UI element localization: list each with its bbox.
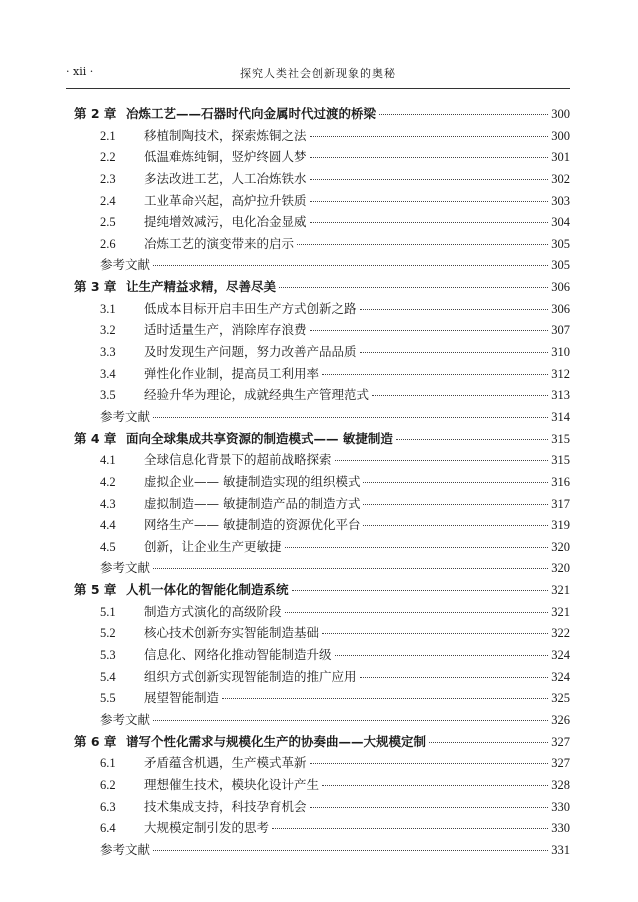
toc-section-entry xyxy=(74,494,570,516)
toc-entry-page: 321 xyxy=(551,604,570,619)
toc-entry-title: 全球信息化背景下的超前战略探索 xyxy=(144,452,332,468)
dot-leader xyxy=(153,720,548,721)
toc-references-entry xyxy=(74,840,570,862)
toc-section-entry xyxy=(74,212,570,234)
page-header xyxy=(66,62,570,84)
toc-entry-page: 324 xyxy=(551,669,570,684)
toc-entry-title: 展望智能制造 xyxy=(144,690,220,706)
toc-entry-number: 3.4 xyxy=(100,366,116,381)
toc-entry-page: 313 xyxy=(551,388,570,403)
dot-leader xyxy=(322,785,548,786)
dot-leader xyxy=(429,742,548,743)
toc-entry-number: 3.2 xyxy=(100,323,116,338)
dot-leader xyxy=(222,698,548,699)
toc-entry-page: 301 xyxy=(551,150,570,165)
toc-entry-number: 5.2 xyxy=(100,626,116,641)
toc-entry-title: 多法改进工艺，人工冶炼铁水 xyxy=(144,170,307,186)
toc-section-entry xyxy=(74,320,570,342)
toc-entry-number: 4.3 xyxy=(100,496,116,511)
toc-entry-number: 第 3 章 xyxy=(74,279,117,295)
toc-entry-title: 虚拟企业—— 敏捷制造实现的组织模式 xyxy=(144,473,361,489)
dot-leader xyxy=(310,222,549,223)
toc-chapter-entry xyxy=(74,732,570,754)
toc-entry-number: 3.3 xyxy=(100,345,116,360)
toc-entry-title: 参考文献 xyxy=(100,408,151,424)
toc-entry-title: 信息化、网络化推动智能制造升级 xyxy=(144,647,332,663)
toc-references-entry xyxy=(74,407,570,429)
toc-entry-number: 4.1 xyxy=(100,453,116,468)
dot-leader xyxy=(322,374,548,375)
toc-entry-number: 第 6 章 xyxy=(74,733,117,749)
toc-entry-title: 参考文献 xyxy=(100,841,151,857)
toc-entry-number: 5.3 xyxy=(100,648,116,663)
toc-section-entry xyxy=(74,602,570,624)
dot-leader xyxy=(310,157,549,158)
toc-entry-page: 300 xyxy=(551,128,570,143)
dot-leader xyxy=(153,850,548,851)
toc-entry-title: 低温难炼纯铜，竖炉终圆人梦 xyxy=(144,149,307,165)
toc-entry-page: 320 xyxy=(551,561,570,576)
toc-entry-title: 网络生产—— 敏捷制造的资源优化平台 xyxy=(144,517,361,533)
dot-leader xyxy=(310,136,549,137)
toc-entry-title: 冶炼工艺——石器时代向金属时代过渡的桥梁 xyxy=(126,106,377,121)
toc-entry-number: 第 4 章 xyxy=(74,430,117,446)
toc-entry-title: 适时适量生产，消除库存浪费 xyxy=(144,322,307,338)
toc-entry-title: 组织方式创新实现智能制造的推广应用 xyxy=(144,668,357,684)
running-title: 探究人类社会创新现象的奥秘 xyxy=(240,67,396,80)
toc-entry-title: 大规模定制引发的思考 xyxy=(144,820,270,836)
toc-entry-number: 2.3 xyxy=(100,171,116,186)
dot-leader xyxy=(363,482,548,483)
toc-chapter-entry xyxy=(74,580,570,602)
toc-section-entry xyxy=(74,753,570,775)
dot-leader xyxy=(272,828,548,829)
toc-entry-title: 技术集成支持，科技孕育机会 xyxy=(144,798,307,814)
dot-leader xyxy=(360,677,549,678)
toc-section-entry xyxy=(74,645,570,667)
toc-entry-title: 弹性化作业制，提高员工利用率 xyxy=(144,365,320,381)
toc-entry-page: 330 xyxy=(551,821,570,836)
toc-entry-page: 315 xyxy=(551,431,570,446)
toc-section-entry xyxy=(74,126,570,148)
toc-entry-number: 第 5 章 xyxy=(74,582,117,598)
toc-references-entry xyxy=(74,710,570,732)
toc-section-entry xyxy=(74,537,570,559)
toc-section-entry xyxy=(74,169,570,191)
toc-entry-number: 2.6 xyxy=(100,236,116,251)
toc-entry-title: 创新，让企业生产更敏捷 xyxy=(144,538,282,554)
toc-entry-number: 6.1 xyxy=(100,756,116,771)
toc-entry-page: 319 xyxy=(551,518,570,533)
toc-entry-page: 314 xyxy=(551,409,570,424)
toc-entry-number: 2.4 xyxy=(100,193,116,208)
toc-entry-title: 核心技术创新夯实智能制造基础 xyxy=(144,625,320,641)
toc-entry-title: 参考文献 xyxy=(100,711,151,727)
toc-entry-number: 4.5 xyxy=(100,539,116,554)
toc-entry-page: 303 xyxy=(551,193,570,208)
toc-entry-page: 307 xyxy=(551,323,570,338)
toc-entry-title: 提纯增效减污，电化冶金显威 xyxy=(144,214,307,230)
toc-chapter-entry xyxy=(74,277,570,299)
toc-chapter-entry xyxy=(74,104,570,126)
header-rule xyxy=(66,88,570,89)
toc-entry-number: 4.2 xyxy=(100,474,116,489)
toc-entry-title: 低成本目标开启丰田生产方式创新之路 xyxy=(144,300,357,316)
toc-section-entry xyxy=(74,818,570,840)
toc-references-entry xyxy=(74,255,570,277)
toc-entry-page: 320 xyxy=(551,539,570,554)
toc-entry-number: 6.3 xyxy=(100,799,116,814)
toc-entry-page: 322 xyxy=(551,626,570,641)
toc-entry-title: 人机一体化的智能化制造系统 xyxy=(126,582,289,598)
toc-entry-number: 5.4 xyxy=(100,669,116,684)
toc-entry-page: 310 xyxy=(551,345,570,360)
toc-entry-title: 移植制陶技术，探索炼铜之法 xyxy=(144,127,307,143)
toc-section-entry xyxy=(74,299,570,321)
toc-entry-page: 327 xyxy=(551,756,570,771)
toc-entry-page: 316 xyxy=(551,474,570,489)
toc-entry-page: 300 xyxy=(551,107,570,121)
toc-section-entry xyxy=(74,147,570,169)
dot-leader xyxy=(360,352,549,353)
toc-entry-page: 304 xyxy=(551,215,570,230)
toc-entry-page: 327 xyxy=(551,734,570,749)
dot-leader xyxy=(335,655,549,656)
toc-entry-title: 矛盾蕴含机遇，生产模式革新 xyxy=(144,755,307,771)
toc-entry-title: 参考文献 xyxy=(100,560,151,576)
toc-entry-title: 虚拟制造—— 敏捷制造产品的制造方式 xyxy=(144,495,361,511)
dot-leader xyxy=(322,633,548,634)
toc-entry-number: 6.4 xyxy=(100,821,116,836)
toc-entry-number: 4.4 xyxy=(100,518,116,533)
toc-entry-page: 306 xyxy=(551,301,570,316)
page-number: · xii · xyxy=(66,65,94,78)
dot-leader xyxy=(363,525,548,526)
toc-entry-number: 2.5 xyxy=(100,215,116,230)
toc-entry-page: 317 xyxy=(551,496,570,511)
dot-leader xyxy=(297,244,548,245)
dot-leader xyxy=(379,114,548,115)
dot-leader xyxy=(335,460,549,461)
dot-leader xyxy=(310,179,549,180)
toc-entry-title: 参考文献 xyxy=(100,257,151,273)
toc-section-entry xyxy=(74,688,570,710)
toc-entry-page: 326 xyxy=(551,712,570,727)
dot-leader xyxy=(153,265,548,266)
dot-leader xyxy=(310,807,549,808)
toc-section-entry xyxy=(74,623,570,645)
toc-section-entry xyxy=(74,472,570,494)
toc-entry-number: 5.1 xyxy=(100,604,116,619)
toc-entry-page: 305 xyxy=(551,236,570,251)
toc-entry-page: 305 xyxy=(551,258,570,273)
toc-entry-page: 315 xyxy=(551,453,570,468)
toc-entry-page: 302 xyxy=(551,171,570,186)
toc-section-entry xyxy=(74,450,570,472)
toc-entry-page: 312 xyxy=(551,366,570,381)
toc-references-entry xyxy=(74,558,570,580)
dot-leader xyxy=(396,439,548,440)
dot-leader xyxy=(292,590,549,591)
toc-section-entry xyxy=(74,775,570,797)
toc-entry-title: 及时发现生产问题，努力改善产品品质 xyxy=(144,344,357,360)
toc-section-entry xyxy=(74,234,570,256)
dot-leader xyxy=(285,547,549,548)
toc-section-entry xyxy=(74,797,570,819)
toc-entry-number: 3.1 xyxy=(100,301,116,316)
toc-entry-number: 6.2 xyxy=(100,777,116,792)
toc-section-entry xyxy=(74,342,570,364)
toc-entry-title: 让生产精益求精，尽善尽美 xyxy=(126,279,277,295)
toc-entry-number: 2.2 xyxy=(100,150,116,165)
dot-leader xyxy=(153,568,548,569)
dot-leader xyxy=(153,417,548,418)
table-of-contents xyxy=(74,104,570,861)
toc-entry-number: 第 2 章 xyxy=(74,106,117,121)
toc-entry-page: 321 xyxy=(551,583,570,598)
dot-leader xyxy=(310,201,549,202)
dot-leader xyxy=(310,330,549,331)
toc-entry-title: 制造方式演化的高级阶段 xyxy=(144,603,282,619)
toc-entry-number: 5.5 xyxy=(100,691,116,706)
toc-entry-page: 325 xyxy=(551,691,570,706)
toc-section-entry xyxy=(74,515,570,537)
toc-entry-number: 2.1 xyxy=(100,128,116,143)
toc-entry-title: 面向全球集成共享资源的制造模式—— 敏捷制造 xyxy=(126,430,393,446)
dot-leader xyxy=(372,395,548,396)
dot-leader xyxy=(285,612,549,613)
toc-entry-title: 谱写个性化需求与规模化生产的协奏曲——大规模定制 xyxy=(126,733,427,749)
toc-chapter-entry xyxy=(74,429,570,451)
toc-entry-page: 328 xyxy=(551,777,570,792)
toc-entry-number: 3.5 xyxy=(100,388,116,403)
toc-entry-page: 324 xyxy=(551,648,570,663)
toc-entry-title: 经验升华为理论，成就经典生产管理范式 xyxy=(144,387,370,403)
dot-leader xyxy=(360,309,549,310)
dot-leader xyxy=(310,763,549,764)
toc-entry-page: 330 xyxy=(551,799,570,814)
toc-entry-page: 331 xyxy=(551,842,570,857)
toc-section-entry xyxy=(74,191,570,213)
dot-leader xyxy=(279,287,548,288)
toc-section-entry xyxy=(74,364,570,386)
toc-entry-title: 工业革命兴起，高炉拉升铁质 xyxy=(144,192,307,208)
toc-entry-title: 冶炼工艺的演变带来的启示 xyxy=(144,235,295,251)
toc-section-entry xyxy=(74,385,570,407)
toc-section-entry xyxy=(74,667,570,689)
dot-leader xyxy=(363,504,548,505)
toc-entry-page: 306 xyxy=(551,280,570,295)
toc-entry-title: 理想催生技术，模块化设计产生 xyxy=(144,776,320,792)
